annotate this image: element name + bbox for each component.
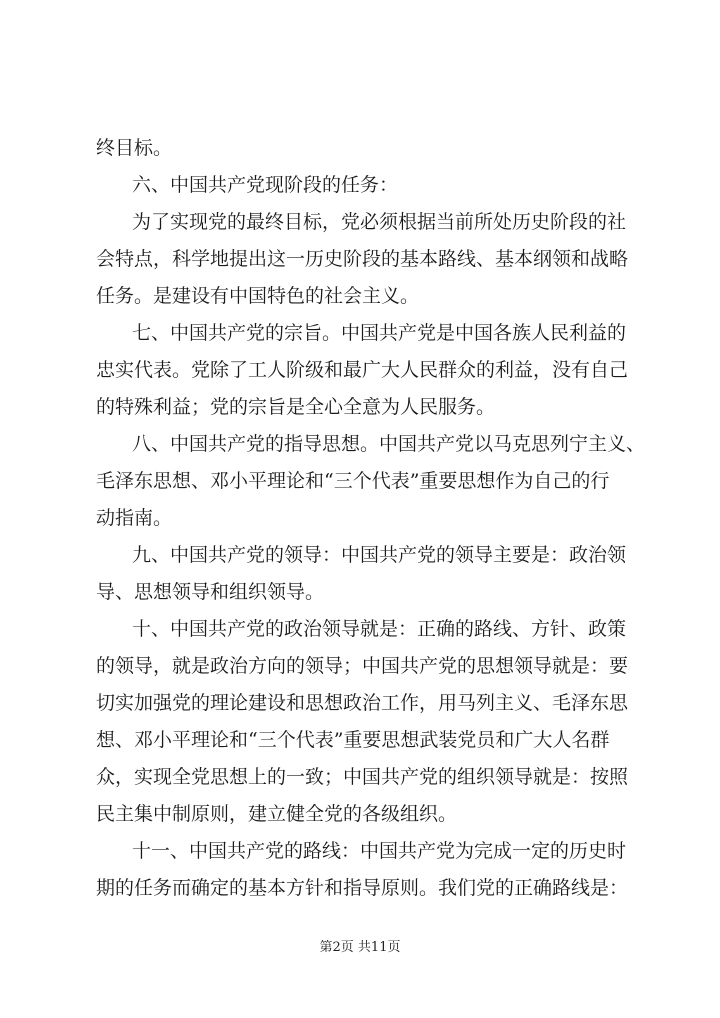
text-line: 任务。是建设有中国特色的社会主义。: [96, 285, 420, 307]
text-line: 七、中国共产党的宗旨。中国共产党是中国各族人民利益的: [132, 322, 627, 344]
paragraph: [96, 204, 629, 315]
text-line: 九、中国共产党的领导：中国共产党的领导主要是：政治领: [132, 544, 627, 566]
text-line: 八、中国共产党的指导思想。中国共产党以马克思列宁主义、: [132, 433, 646, 455]
text-line: 会特点，科学地提出这一历史阶段的基本路线、基本纲领和战略: [96, 248, 629, 270]
text-line: 十、中国共产党的政治领导就是：正确的路线、方针、政策: [132, 618, 627, 640]
paragraph: [96, 130, 576, 167]
text-line: 忠实代表。党除了工人阶级和最广大人民群众的利益，没有自己: [96, 359, 629, 381]
text-line: 终目标。: [96, 137, 173, 159]
text-line: 动指南。: [96, 507, 173, 529]
page-number-footer: 第2页 共11页: [319, 940, 401, 955]
text-line: 导、思想领导和组织领导。: [96, 581, 325, 603]
text-line: 切实加强党的理论建设和思想政治工作，用马列主义、毛泽东思: [96, 692, 629, 714]
text-line: 毛泽东思想、邓小平理论和“三个代表”重要思想作为自己的行: [96, 470, 610, 492]
text-line: 为了实现党的最终目标，党必须根据当前所处历史阶段的社: [132, 211, 627, 233]
paragraph: [96, 426, 646, 537]
paragraph: [96, 315, 629, 426]
text-line: 的特殊利益；党的宗旨是全心全意为人民服务。: [96, 396, 496, 418]
paragraph: [96, 833, 629, 907]
text-line: 六、中国共产党现阶段的任务：: [132, 174, 399, 196]
text-line: 十一、中国共产党的路线：中国共产党为完成一定的历史时: [132, 840, 627, 862]
text-line: 众，实现全党思想上的一致；中国共产党的组织领导就是：按照: [96, 766, 629, 788]
paragraph: [96, 611, 629, 833]
text-line: 民主集中制原则，建立健全党的各级组织。: [96, 803, 458, 825]
text-line: 期的任务而确定的基本方针和指导原则。我们党的正确路线是：: [96, 877, 629, 899]
document-body: [96, 130, 646, 907]
text-line: 的领导，就是政治方向的领导；中国共产党的思想领导就是：要: [96, 655, 629, 677]
text-line: 想、邓小平理论和“三个代表”重要思想武装党员和广大人名群: [96, 729, 610, 751]
paragraph: [96, 537, 627, 611]
paragraph: [96, 167, 576, 204]
